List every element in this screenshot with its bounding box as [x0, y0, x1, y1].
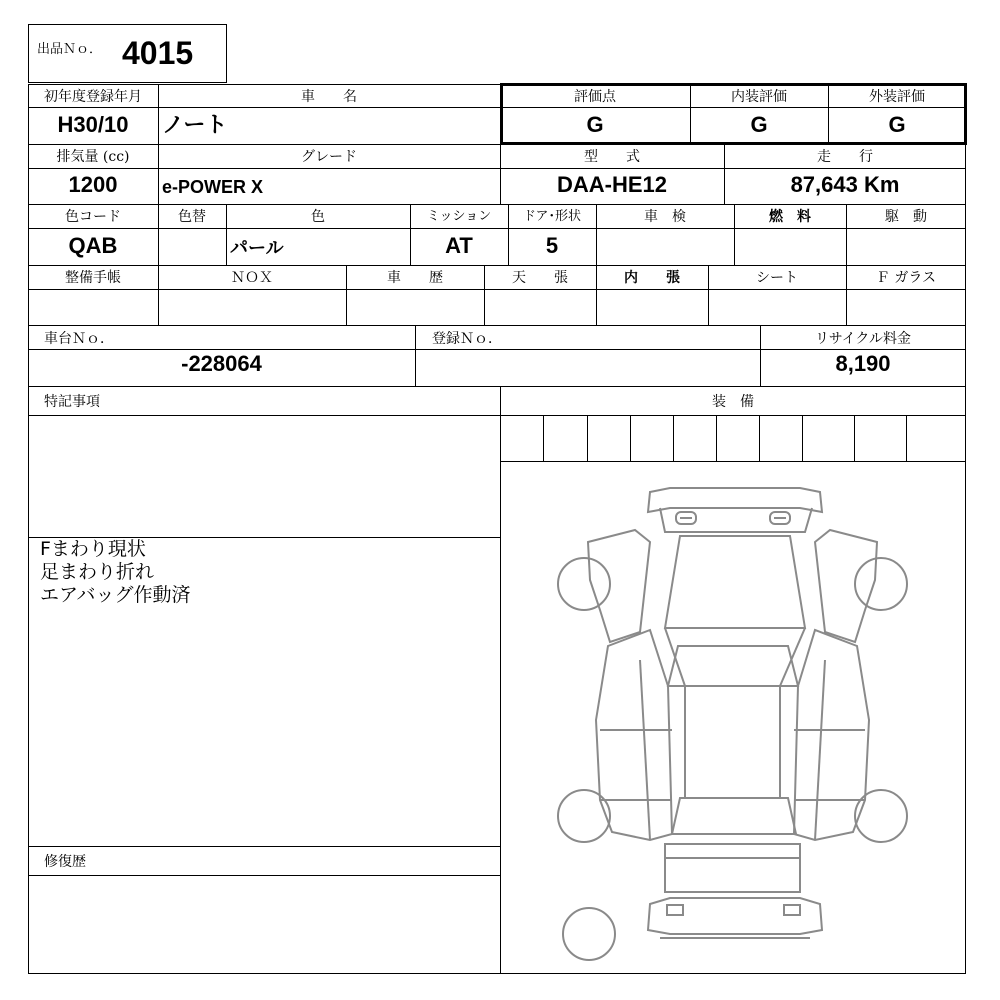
lot-number-value: 4015 [122, 35, 194, 71]
interior-trim-label: 内 張 [624, 270, 680, 286]
recycle-value: 8,190 [835, 351, 891, 376]
equipment-label: 装 備 [712, 394, 754, 410]
lot-number-label: 出品Ｎｏ． [37, 42, 103, 57]
first-reg-value: H30/10 [57, 112, 129, 137]
registration-label: 登録Ｎｏ． [432, 331, 502, 347]
car-name-label: 車 名 [301, 89, 357, 105]
remarks-line: 足まわり折れ [40, 561, 155, 583]
color-code-label: 色コード [65, 209, 121, 225]
f-glass-label: Ｆ ガラス [875, 270, 937, 286]
remarks-line: エアバッグ作動済 [40, 584, 191, 606]
interior-value: G [750, 112, 768, 137]
repair-history-label: 修復歴 [44, 854, 86, 870]
exterior-label: 外装評価 [869, 89, 925, 105]
nox-label: ＮＯＸ [231, 270, 273, 286]
maintenance-label: 整備手帳 [65, 270, 121, 286]
score-value: G [586, 112, 604, 137]
color-code-value: QAB [68, 233, 118, 258]
inspection-label: 車 検 [644, 209, 686, 225]
drive-label: 駆 動 [885, 209, 927, 225]
remarks-line: Fまわり現状 [40, 538, 146, 560]
car-body-diagram [500, 460, 965, 972]
seat-label: シート [756, 270, 798, 286]
transmission-value: AT [445, 233, 473, 258]
chassis-value: -228064 [181, 351, 262, 376]
displacement-label: 排気量 (cc) [56, 149, 130, 165]
history-label: 車 歴 [387, 270, 443, 286]
car-name-value: ノート [162, 112, 228, 137]
doors-value: 5 [545, 233, 559, 258]
mileage-value: 87,643 Km [790, 172, 900, 197]
model-value: DAA-HE12 [556, 172, 668, 197]
chassis-label: 車台Ｎｏ． [44, 331, 114, 347]
doors-label: ドア･形状 [522, 209, 582, 224]
roof-label: 天 張 [512, 270, 568, 286]
transmission-label: ミッション [426, 209, 492, 224]
model-label: 型 式 [584, 149, 640, 165]
grade-label: グレード [301, 149, 357, 165]
fuel-label: 燃 料 [769, 209, 811, 225]
repaint-label: 色替 [178, 209, 206, 225]
mileage-label: 走 行 [817, 149, 873, 165]
exterior-value: G [888, 112, 906, 137]
displacement-value: 1200 [68, 172, 118, 197]
recycle-label: リサイクル料金 [814, 331, 912, 347]
first-reg-label: 初年度登録年月 [44, 89, 142, 105]
score-label: 評価点 [574, 89, 616, 105]
remarks-label: 特記事項 [44, 394, 100, 410]
grade-value: e-POWER X [162, 177, 264, 197]
interior-label: 内装評価 [731, 89, 787, 105]
color-label: 色 [311, 209, 325, 225]
color-value: パール [230, 238, 284, 258]
